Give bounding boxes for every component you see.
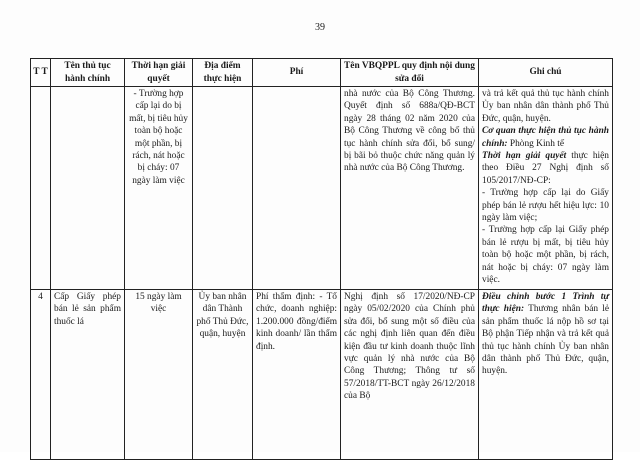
note-bullet: - Trường hợp cấp lại do Giấy phép bán lẻ rượu hết hiệu lực: 10 ngày làm việc; [482, 188, 609, 224]
note-adjust-label: Điều chỉnh bước 1 Trình tự thực hiện: [482, 292, 609, 315]
cell-name [51, 87, 125, 290]
header-fee: Phí [253, 59, 341, 87]
cell-tt [31, 87, 51, 290]
cell-name: Cấp Giấy phép bán lẻ sản phẩm thuốc lá [51, 290, 125, 460]
header-duration: Thời hạn giải quyết [125, 59, 193, 87]
header-tt: T T [31, 59, 51, 87]
table-row [31, 290, 613, 460]
cell-fee [253, 87, 341, 290]
cell-note [479, 290, 613, 460]
note-agency-label: Cơ quan thực hiện thủ tục hành chính: [482, 126, 609, 149]
cell-legal: Nghị định số 17/2020/NĐ-CP ngày 05/02/2020 của Chính phủ sửa đổi, bổ sung một số điều của các nghị định liên quan đến điều kiện đầu tư kinh doanh thuộc lĩnh vực quản lý nhà nước của Bộ Công Thương; Thông tư số 57/2018/TT-BCT ngày 26/12/2018 của Bộ [341, 290, 479, 460]
cell-place [193, 87, 253, 290]
note-bullet: - Trường hợp cấp lại Giấy phép bán lẻ rượu bị mất, bị tiêu hủy toàn bộ hoặc một phần, bị rách, nát hoặc bị cháy: 07 ngày làm việc. [482, 225, 609, 286]
header-name: Tên thủ tục hành chính [51, 59, 125, 87]
note-adjust-value: Thương nhân bán lẻ sản phẩm thuốc lá nộp hồ sơ tại Bộ phận Tiếp nhận và trả kết quả thủ tục hành chính Ủy ban nhân dân thành phố Thủ Đức, quận, huyện. [482, 304, 609, 377]
cell-place: Ủy ban nhân dân Thành phố Thủ Đức, quận, huyện [193, 290, 253, 460]
page-number: 39 [315, 22, 325, 33]
header-legal: Tên VBQPPL quy định nội dung sửa đổi [341, 59, 479, 87]
cell-duration: 15 ngày làm việc [125, 290, 193, 460]
header-place: Địa điểm thực hiện [193, 59, 253, 87]
cell-tt: 4 [31, 290, 51, 460]
cell-note [479, 87, 613, 290]
table-header-row [31, 59, 613, 87]
header-note: Ghi chú [479, 59, 613, 87]
cell-legal: nhà nước của Bộ Công Thương. Quyết định số 688a/QĐ-BCT ngày 28 tháng 02 năm 2020 của Bộ Công Thương về công bố thủ tục hành chính sửa đổi, bổ sung/ bị bãi bỏ thuộc chức năng quản lý nhà nước của Bộ Công Thương. [341, 87, 479, 290]
cell-fee: Phí thẩm định: - Tổ chức, doanh nghiệp: 1.200.000 đồng/điểm kinh doanh/ lần thẩm định. [253, 290, 341, 460]
cell-duration: - Trường hợp cấp lại do bị mất, bị tiêu hủy toàn bộ hoặc một phần, bị rách, nát hoặc bị cháy: 07 ngày làm việc [125, 87, 193, 290]
note-text: và trả kết quả thủ tục hành chính Ủy ban nhân dân thành phố Thủ Đức, quận, huyện. [482, 89, 609, 124]
procedure-table [30, 58, 613, 460]
table-row [31, 87, 613, 290]
note-time-label: Thời hạn giải quyết [482, 151, 567, 162]
note-time-value: thực hiện theo Điều 27 Nghị định số 105/2017/NĐ-CP: [482, 151, 609, 186]
note-agency-value: Phòng Kinh tế [507, 138, 565, 149]
